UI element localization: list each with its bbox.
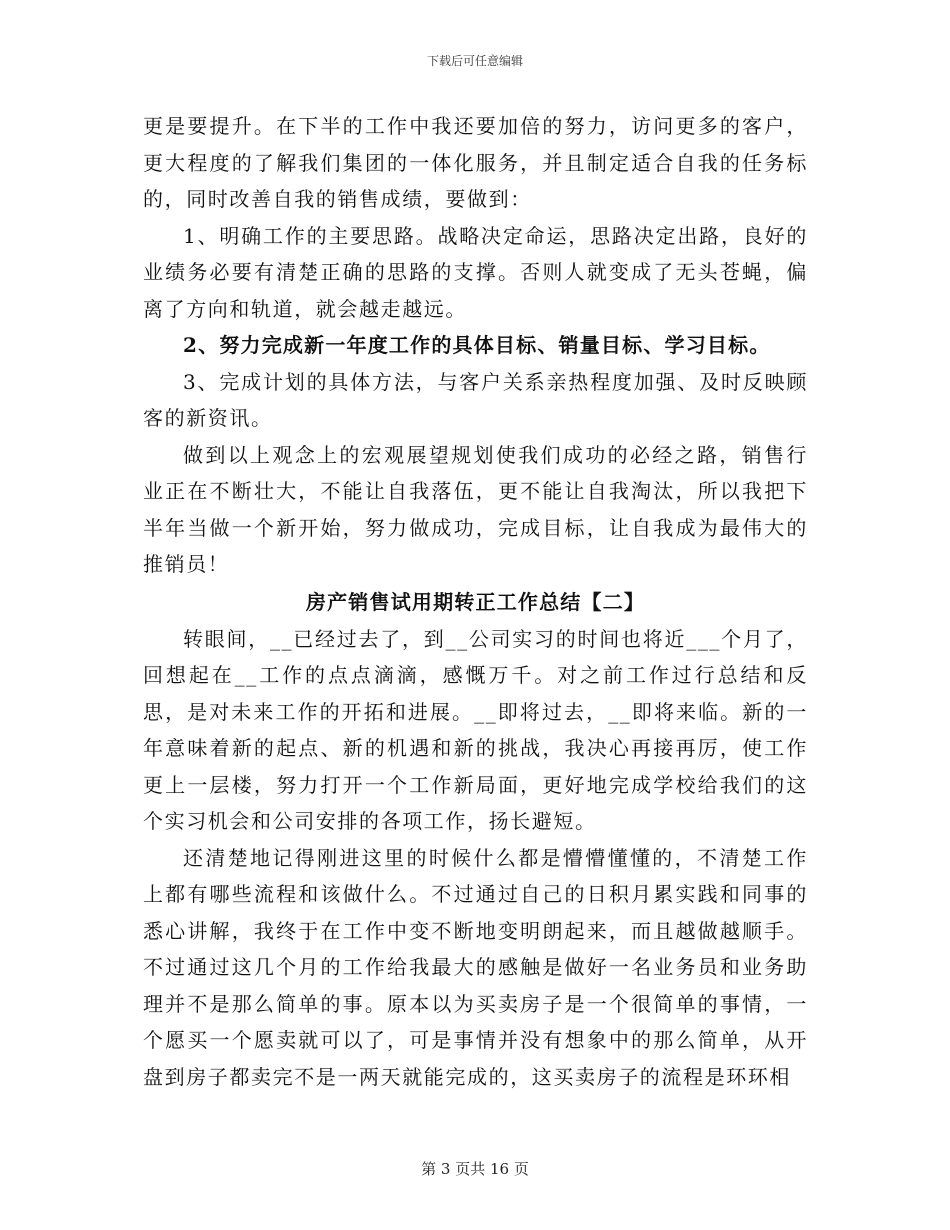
paragraph-conclusion: 做到以上观念上的宏观展望规划使我们成功的必经之路，销售行业正在不断壮大，不能让自我落伍，更不能让自我淘汰，所以我把下半年当做一个新开始，努力做成功，完成目标，让自我成为最伟大的推销员！ xyxy=(143,442,808,576)
section-heading: 房产销售试用期转正工作总结【二】 xyxy=(305,589,646,614)
paragraph-item-1: 1、明确工作的主要思路。战略决定命运，思路决定出路，良好的业绩务必要有清楚正确的思路的支撑。否则人就变成了无头苍蝇，偏离了方向和轨道，就会越走越远。 xyxy=(143,223,808,321)
paragraph-item-3: 3、完成计划的具体方法，与客户关系亲热程度加强、及时反映顾客的新资讯。 xyxy=(143,369,808,430)
document-body xyxy=(143,108,808,1095)
paragraph-continuation: 更是要提升。在下半的工作中我还要加倍的努力，访问更多的客户，更大程度的了解我们集团的一体化服务，并且制定适合自我的任务标的，同时改善自我的销售成绩，要做到： xyxy=(143,114,808,211)
page-footer: 第 3 页共 16 页 xyxy=(421,1160,529,1178)
page-header: 下载后可任意编辑 xyxy=(426,54,523,68)
paragraph-item-2: 2、努力完成新一年度工作的具体目标、销量目标、学习目标。 xyxy=(183,333,771,357)
paragraph-intro: 转眼间，__已经过去了，到__公司实习的时间也将近___个月了，回想起在__工作的点点滴滴，感慨万千。对之前工作过行总结和反思，是对未来工作的开拓和进展。__即将过去，__即将来临。新的一年意味着新的起点、新的机遇和新的挑战，我决心再接再厉，使工作更上一层楼，努力打开一个工作新局面，更好地完成学校给我们的这个实习机会和公司安排的各项工作，扬长避短。 xyxy=(143,626,808,833)
paragraph-reflection: 还清楚地记得刚进这里的时候什么都是懵懵懂懂的，不清楚工作上都有哪些流程和该做什么。不过通过自己的日积月累实践和同事的悉心讲解，我终于在工作中变不断地变明朗起来，而且越做越顺手。不过通过这几个月的工作给我最大的感触是做好一名业务员和业务助理并不是那么简单的事。原本以为买卖房子是一个很简单的事情，一个愿买一个愿卖就可以了，可是事情并没有想象中的那么简单，从开盘到房子都卖完不是一两天就能完成的，这买卖房子的流程是环环相 xyxy=(143,845,808,1089)
